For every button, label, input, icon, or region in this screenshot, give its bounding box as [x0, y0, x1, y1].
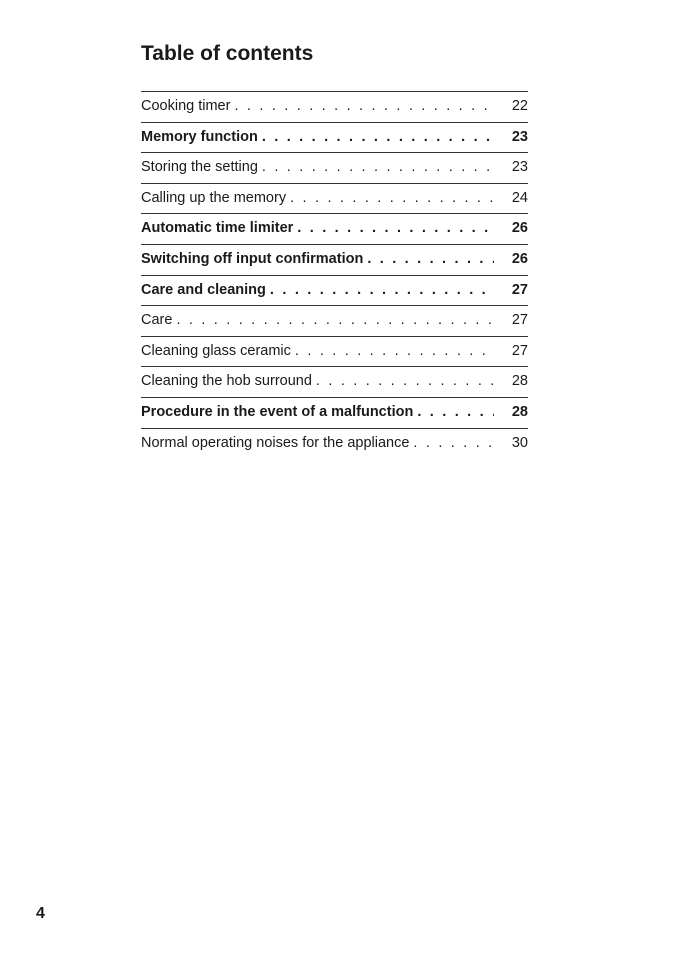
toc-leader-dots	[290, 184, 494, 213]
toc-leader-dots	[413, 429, 494, 458]
toc-leader-dots	[297, 214, 494, 243]
toc-entry-page: 28	[511, 403, 528, 420]
toc-entry-label: Care	[141, 312, 173, 329]
toc-entry-automatic-time-limiter	[141, 214, 528, 245]
toc-entry-label: Normal operating noises for the appliance	[141, 434, 410, 451]
toc-entry-normal-operating-noises	[141, 429, 528, 459]
toc-entry-page: 23	[511, 159, 528, 176]
toc-entry-storing-the-setting	[141, 153, 528, 184]
toc-entry-calling-up-the-memory	[141, 184, 528, 215]
toc-entry-label: Care and cleaning	[141, 281, 266, 298]
toc-entry-switching-off-input-confirmation	[141, 245, 528, 276]
toc-leader-dots	[367, 245, 494, 274]
toc-entry-cleaning-glass-ceramic	[141, 337, 528, 368]
toc-entry-page: 27	[511, 342, 528, 359]
toc-entry-label: Calling up the memory	[141, 189, 287, 206]
toc-leader-dots	[262, 123, 494, 152]
toc-entry-label: Cleaning the hob surround	[141, 373, 312, 390]
toc-entry-page: 28	[511, 373, 528, 390]
toc-entry-page: 30	[511, 434, 528, 451]
toc-leader-dots	[295, 337, 494, 366]
toc-entry-cleaning-the-hob-surround	[141, 367, 528, 398]
toc-entry-label: Cleaning glass ceramic	[141, 342, 291, 359]
toc-entry-label: Cooking timer	[141, 98, 231, 114]
toc-leader-dots	[262, 153, 494, 182]
toc-entry-label: Switching off input confirmation	[141, 250, 364, 267]
toc-leader-dots	[316, 367, 494, 396]
toc-entry-procedure-malfunction	[141, 398, 528, 429]
toc-entry-page: 24	[511, 189, 528, 206]
toc-entry-page: 22	[511, 98, 528, 114]
toc-entry-memory-function	[141, 123, 528, 154]
toc-leader-dots	[234, 92, 494, 121]
page-title: Table of contents	[141, 42, 314, 65]
toc-entry-care-and-cleaning	[141, 276, 528, 307]
toc-entry-label: Automatic time limiter	[141, 220, 294, 237]
toc-entry-label: Memory function	[141, 128, 258, 145]
page-number: 4	[36, 905, 45, 922]
toc-entry-page: 26	[511, 220, 528, 237]
toc-entry-page: 27	[511, 312, 528, 329]
toc-entry-label: Procedure in the event of a malfunction	[141, 403, 414, 420]
toc-entry-label: Storing the setting	[141, 159, 258, 176]
toc-leader-dots	[176, 306, 494, 335]
toc-leader-dots	[270, 276, 494, 305]
toc-leader-dots	[417, 398, 494, 427]
toc-entry-cooking-timer	[141, 92, 528, 123]
toc-entry-page: 26	[511, 250, 528, 267]
toc-entry-care	[141, 306, 528, 337]
toc-entry-page: 23	[511, 128, 528, 145]
toc-entry-page: 27	[511, 281, 528, 298]
table-of-contents	[141, 91, 528, 458]
